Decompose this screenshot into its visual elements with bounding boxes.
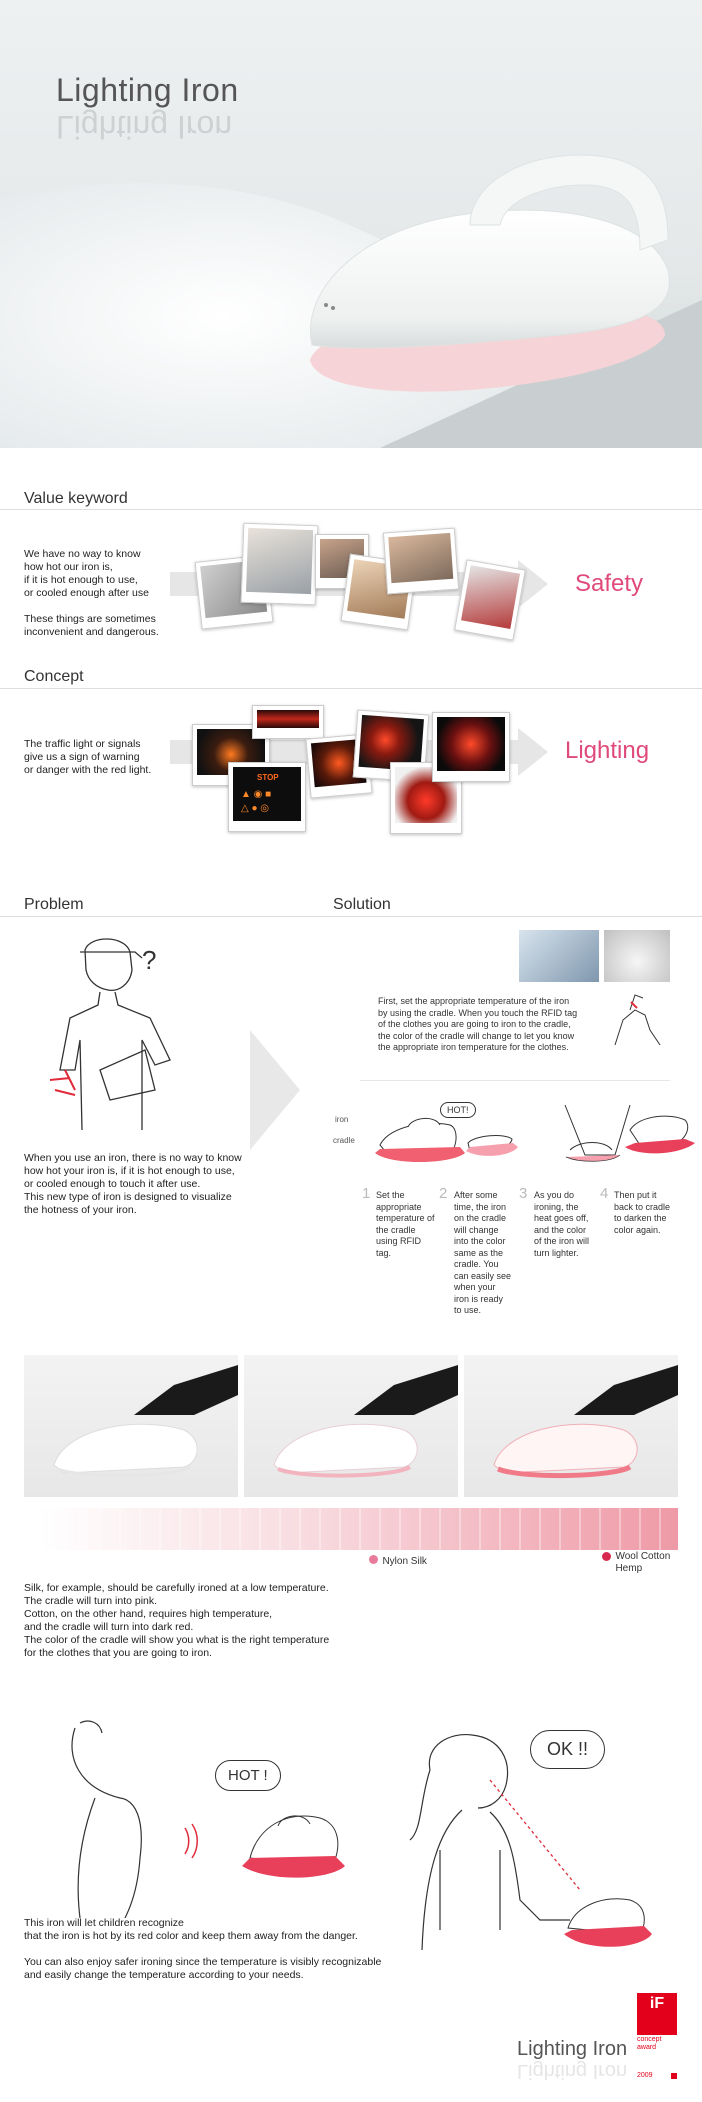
iron-photo-red [464, 1355, 678, 1497]
concept-heading: Concept [24, 668, 84, 685]
solution-heading: Solution [333, 896, 391, 913]
step-text: After some time, the iron on the cradle will change into the color same as the cradle. You can easily see when your iron is ready to use. [454, 1190, 512, 1315]
solution-text: First, set the appropriate temperature of the iron by using the cradle. When you touch the RFID tag of the clothes you are going to iron to the cradle, the color of the cradle will change to let you know the appropriate iron temperature for the clothes. [378, 996, 578, 1052]
legend-low [369, 1551, 427, 1569]
photo-stop-panel: STOP ▲ ◉ ■ △ ● ◎ [228, 762, 306, 832]
value-keyword-heading: Value keyword [24, 490, 128, 507]
step-text: Set the appropriate temperature of the cradle using RFID tag. [376, 1190, 435, 1258]
rfid-hand-drawing [605, 990, 675, 1050]
legend-dot-red [602, 1552, 611, 1561]
footer-title: Lighting Iron [517, 2038, 628, 2060]
solution-steps-illustration [330, 1095, 700, 1185]
concept-text: The traffic light or signals give us a sign of warning or danger with the red light. [24, 738, 152, 776]
award-name-line2: award [637, 2044, 657, 2051]
hero-iron-illustration [0, 0, 702, 448]
if-award-logo [637, 1993, 677, 2035]
value-keyword-text: We have no way to know how hot our iron is, if it is hot enough to use, or cooled enough after use These things are sometimes inconvenient and dangerous. [24, 548, 159, 638]
hot-bubble: HOT ! [215, 1760, 281, 1791]
problem-heading: Problem [24, 896, 84, 913]
photo-man-red [454, 559, 526, 640]
if-logo-mark: iF [649, 1995, 665, 2012]
divider [0, 688, 702, 689]
photo-family [383, 528, 459, 595]
ok-bubble: OK !! [530, 1730, 605, 1769]
award-square-icon [671, 2073, 677, 2079]
divider [360, 1080, 670, 1081]
footer-title-reflection: Lighting Iron [517, 2060, 628, 2082]
hero-banner [0, 0, 702, 448]
hero-title-reflection: Lighting Iron [56, 109, 233, 145]
keyword-safety: Safety [575, 570, 644, 597]
problem-person-drawing [30, 930, 220, 1140]
problem-text: When you use an iron, there is no way to know how hot your iron is, if it is hot enough to use, or cooled enough to touch it after use. This new type of iron is designed to visualize the hotness of your iron. [24, 1152, 242, 1216]
step-text: Then put it back to cradle to darken the color again. [614, 1190, 671, 1235]
iron-photo-pink [244, 1355, 458, 1497]
temperature-text: Silk, for example, should be carefully ironed at a low temperature. The cradle will turn into pink. Cotton, on the other hand, requires high temperature, and the cradle will turn into dark red. The color of the cradle will show you what is the right temperature for the clothes that you are going to iron. [24, 1582, 330, 1659]
value-photo-collage [170, 520, 540, 645]
divider [0, 509, 702, 510]
hot-bubble-small: HOT! [440, 1102, 476, 1118]
step-text: As you do ironing, the heat goes off, and the color of the iron will turn lighter. [534, 1190, 590, 1258]
hero-title: Lighting Iron [56, 72, 239, 108]
concept-photo-collage [170, 700, 540, 835]
label-iron: iron [335, 1115, 349, 1124]
label-cradle: cradle [333, 1136, 355, 1145]
children-text: This iron will let children recognize that the iron is hot by its red color and keep them away from the danger. You can also enjoy safer ironing since the temperature is visibly recognizable and easily change the temperature according to your needs. [24, 1917, 382, 1981]
problem-to-solution-arrow-icon [250, 1030, 300, 1150]
legend-high-label: Wool Cotton Hemp [615, 1551, 671, 1574]
award-year: 2009 [637, 2072, 653, 2079]
arrow-right-icon [518, 728, 548, 776]
step-number: 2 [439, 1185, 448, 1202]
legend-high [602, 1551, 670, 1576]
step-number: 3 [519, 1185, 528, 1202]
step-number: 4 [600, 1185, 609, 1202]
photo-hand-signal [432, 712, 510, 782]
photo-iron-steam [241, 523, 319, 606]
child-hot-drawing [20, 1718, 350, 1918]
divider [0, 916, 702, 917]
step-number: 1 [362, 1185, 371, 1202]
legend-dot-pink [369, 1555, 378, 1564]
cradle-photo [604, 930, 670, 982]
award-name-line1: concept [637, 2036, 662, 2043]
iron-photo-white [24, 1355, 238, 1497]
question-mark: ? [142, 945, 157, 975]
photo-red-led [252, 705, 324, 739]
temperature-gradient-bar [40, 1508, 678, 1550]
rfid-tag-photo [519, 930, 599, 982]
keyword-lighting: Lighting [565, 737, 650, 764]
stop-label: STOP [257, 773, 279, 782]
legend-low-label: Nylon Silk [382, 1556, 427, 1567]
